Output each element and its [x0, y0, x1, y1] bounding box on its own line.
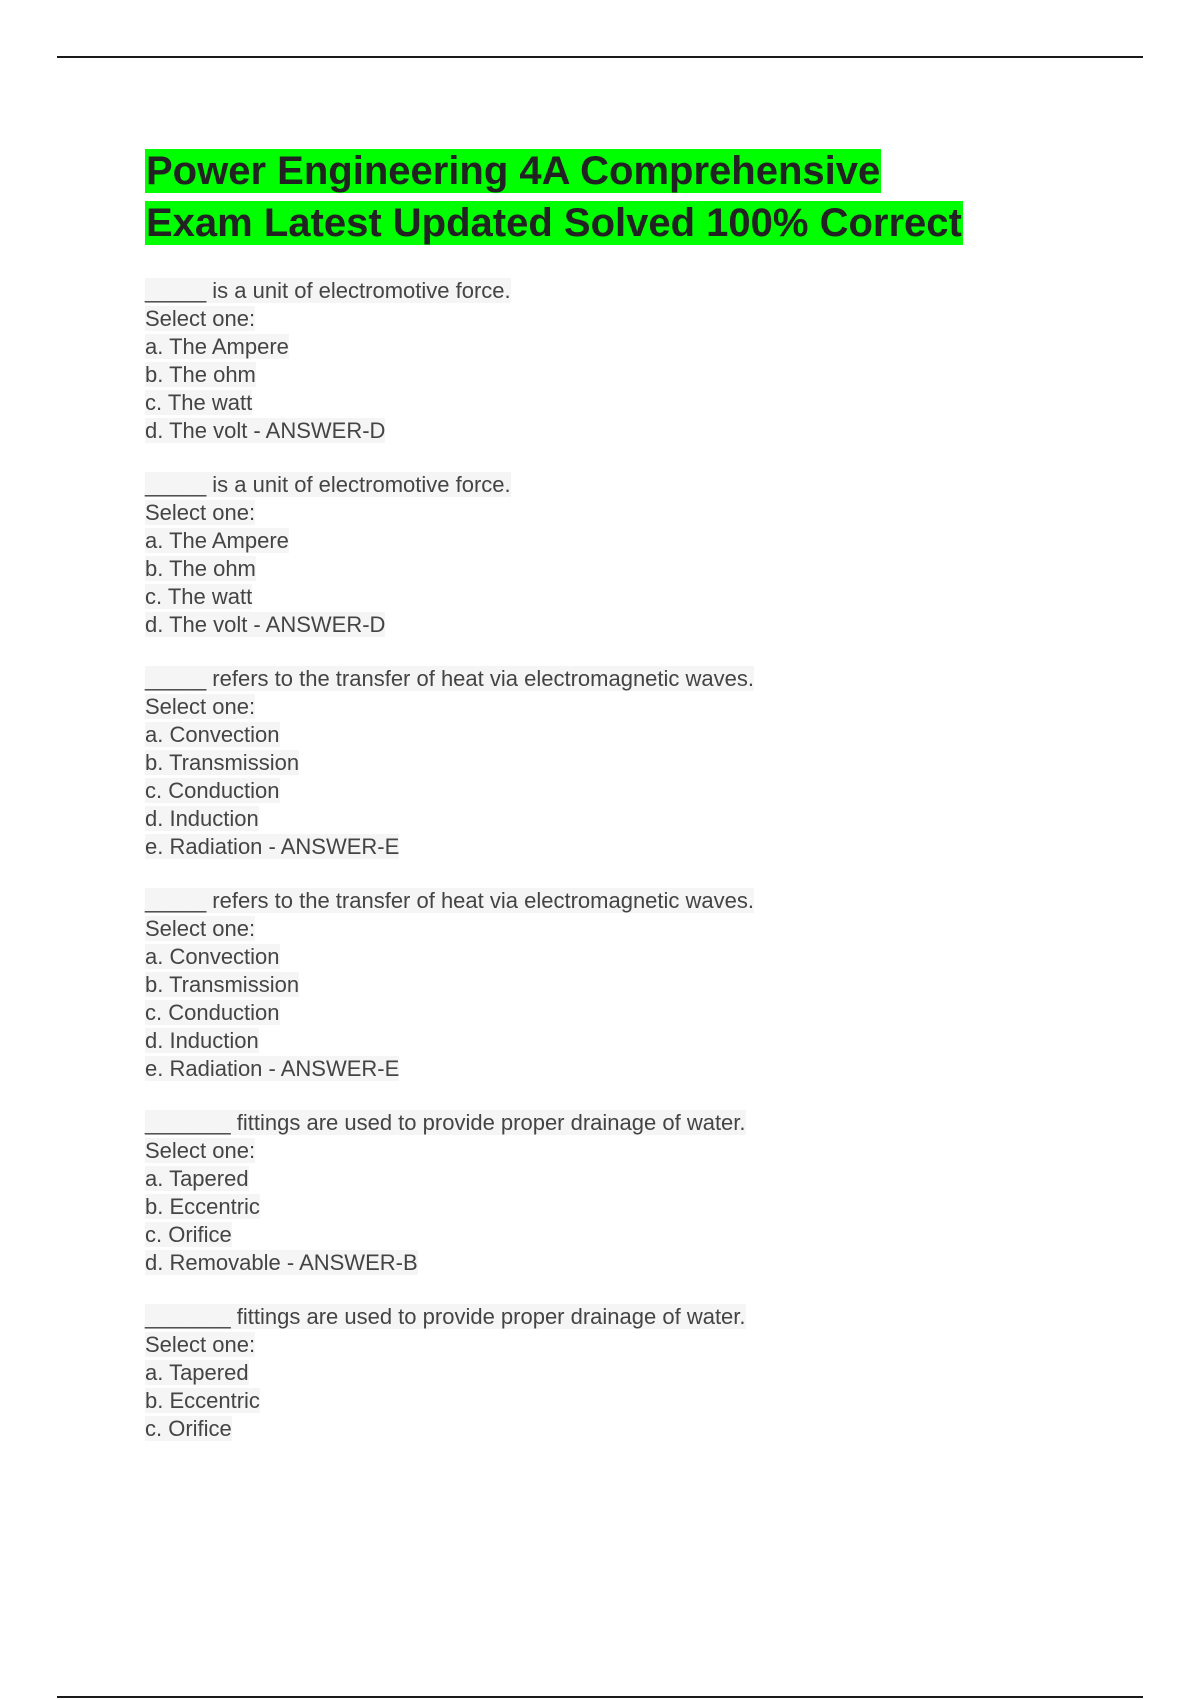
answer-option-text: d. Removable - ANSWER-B [145, 1250, 418, 1275]
answer-option [145, 583, 1105, 611]
answer-option [145, 1359, 1105, 1387]
document-body [145, 145, 1105, 1469]
answer-option-text: c. Conduction [145, 778, 280, 803]
answer-option [145, 805, 1105, 833]
question-stem-text: _____ refers to the transfer of heat via electromagnetic waves. [145, 888, 754, 913]
answer-option [145, 611, 1105, 639]
answer-option [145, 527, 1105, 555]
answer-option [145, 1027, 1105, 1055]
answer-option [145, 389, 1105, 417]
answer-option [145, 721, 1105, 749]
answer-option [145, 1165, 1105, 1193]
question-stem-text: _____ is a unit of electromotive force. [145, 278, 511, 303]
answer-option-text: b. Transmission [145, 972, 300, 997]
answer-option [145, 1387, 1105, 1415]
question-block [145, 471, 1105, 639]
answer-option [145, 777, 1105, 805]
answer-option-text: b. Eccentric [145, 1194, 260, 1219]
question-stem [145, 1303, 1105, 1331]
answer-option-text: a. Tapered [145, 1166, 249, 1191]
answer-option [145, 971, 1105, 999]
question-stem-text: _______ fittings are used to provide proper drainage of water. [145, 1110, 746, 1135]
title-line-1: Power Engineering 4A Comprehensive [146, 149, 881, 193]
answer-option [145, 1221, 1105, 1249]
answer-option-text: a. The Ampere [145, 528, 289, 553]
answer-option-text: c. The watt [145, 390, 253, 415]
question-stem [145, 1109, 1105, 1137]
answer-option-text: c. Orifice [145, 1222, 232, 1247]
answer-option-text: c. Orifice [145, 1416, 232, 1441]
answer-option-text: d. Induction [145, 806, 259, 831]
answer-option [145, 999, 1105, 1027]
answer-option-text: a. Convection [145, 944, 280, 969]
question-block [145, 1303, 1105, 1443]
select-prompt-text: Select one: [145, 1332, 256, 1357]
bottom-rule [57, 1696, 1143, 1698]
question-block [145, 277, 1105, 445]
answer-option-text: b. The ohm [145, 362, 256, 387]
question-list [145, 277, 1105, 1443]
answer-option [145, 1415, 1105, 1443]
answer-option [145, 361, 1105, 389]
answer-option [145, 1193, 1105, 1221]
answer-option-text: d. The volt - ANSWER-D [145, 612, 386, 637]
answer-option [145, 943, 1105, 971]
question-block [145, 887, 1105, 1083]
select-prompt-text: Select one: [145, 916, 256, 941]
answer-option-text: b. The ohm [145, 556, 256, 581]
question-stem [145, 665, 1105, 693]
question-block [145, 665, 1105, 861]
select-prompt [145, 499, 1105, 527]
answer-option-text: c. Conduction [145, 1000, 280, 1025]
question-stem [145, 277, 1105, 305]
answer-option-text: d. The volt - ANSWER-D [145, 418, 386, 443]
answer-option-text: a. Tapered [145, 1360, 249, 1385]
title-line-2: Exam Latest Updated Solved 100% Correct [146, 201, 962, 245]
question-stem-text: _____ refers to the transfer of heat via electromagnetic waves. [145, 666, 754, 691]
answer-option-text: b. Eccentric [145, 1388, 260, 1413]
question-stem [145, 471, 1105, 499]
select-prompt-text: Select one: [145, 500, 256, 525]
answer-option [145, 1249, 1105, 1277]
select-prompt [145, 915, 1105, 943]
document-title [145, 145, 1105, 249]
select-prompt-text: Select one: [145, 1138, 256, 1163]
question-stem-text: _______ fittings are used to provide proper drainage of water. [145, 1304, 746, 1329]
answer-option-text: a. Convection [145, 722, 280, 747]
select-prompt [145, 1331, 1105, 1359]
answer-option [145, 1055, 1105, 1083]
answer-option [145, 333, 1105, 361]
answer-option [145, 417, 1105, 445]
answer-option [145, 833, 1105, 861]
select-prompt-text: Select one: [145, 306, 256, 331]
answer-option-text: e. Radiation - ANSWER-E [145, 1056, 400, 1081]
answer-option-text: c. The watt [145, 584, 253, 609]
answer-option-text: e. Radiation - ANSWER-E [145, 834, 400, 859]
answer-option-text: b. Transmission [145, 750, 300, 775]
answer-option-text: d. Induction [145, 1028, 259, 1053]
select-prompt [145, 1137, 1105, 1165]
answer-option-text: a. The Ampere [145, 334, 289, 359]
top-rule [57, 56, 1143, 58]
select-prompt-text: Select one: [145, 694, 256, 719]
answer-option [145, 555, 1105, 583]
select-prompt [145, 693, 1105, 721]
question-block [145, 1109, 1105, 1277]
select-prompt [145, 305, 1105, 333]
question-stem-text: _____ is a unit of electromotive force. [145, 472, 511, 497]
question-stem [145, 887, 1105, 915]
answer-option [145, 749, 1105, 777]
